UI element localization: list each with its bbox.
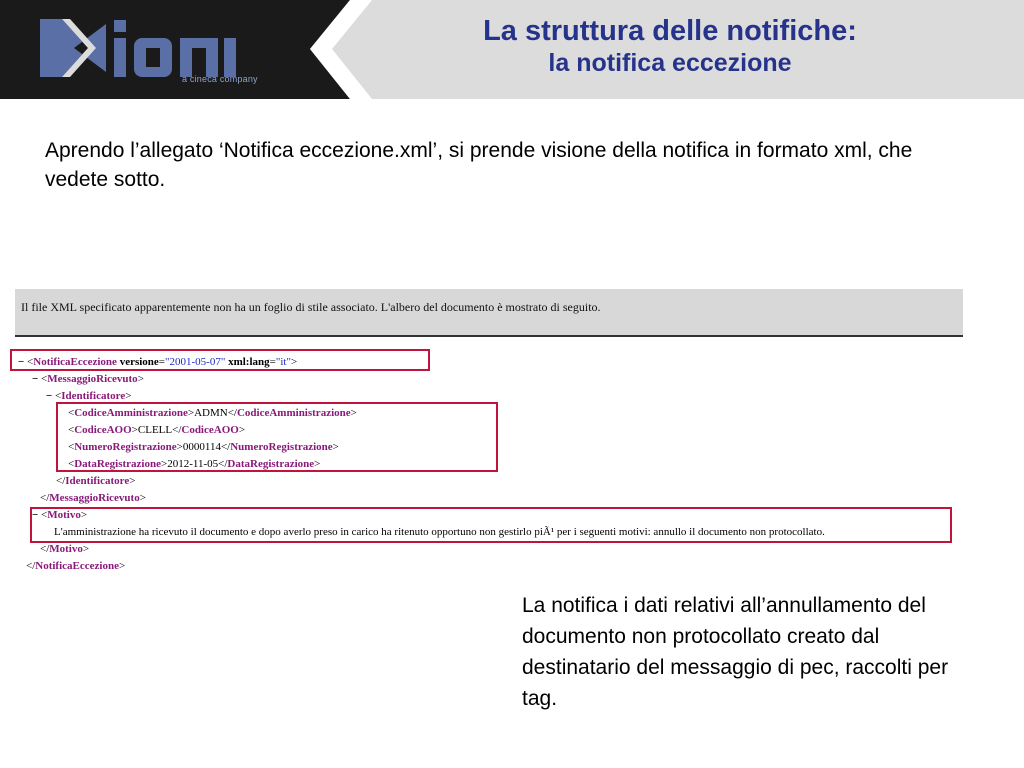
xml-attr-name: versione <box>119 356 159 368</box>
xml-banner-text: Il file XML specificato apparentemente non ha un foglio di stile associato. L'albero del documento è mostrato di seguito. <box>21 300 601 314</box>
xml-identificatore-close: </Identificatore> <box>56 475 136 487</box>
xml-root-open: − <NotificaEccezione versione="2001-05-07" xml:lang="it"> <box>18 356 298 368</box>
xml-text-value: CLELL <box>137 424 173 436</box>
xml-tag: CodiceAmministrazione <box>236 407 351 419</box>
xml-tag: Motivo <box>49 543 83 555</box>
xml-attr-name: xml:lang <box>228 356 270 368</box>
logo-tagline: a cineca company <box>182 74 258 84</box>
xml-identificatore-open: − <Identificatore> <box>46 390 132 402</box>
xml-motivo-close: </Motivo> <box>40 543 90 555</box>
xml-motivo-open: − <Motivo> <box>32 509 88 521</box>
xml-messaggio-close: </MessaggioRicevuto> <box>40 492 146 504</box>
xml-text-value: 2012-11-05 <box>167 458 219 470</box>
title-line-2: la notifica eccezione <box>548 49 792 77</box>
xml-tag: DataRegistrazione <box>74 458 161 470</box>
explanation-note: La notifica i dati relativi all’annullamento del documento non protocollato creato dal destinatario del messaggio di pec, raccolti per tag. <box>522 594 949 710</box>
xml-codice-aoo: <CodiceAOO>CLELL</CodiceAOO> <box>68 424 246 436</box>
xml-text-value: ADMN <box>194 407 228 419</box>
xml-text-value: 0000114 <box>182 441 221 453</box>
xml-messaggio-open: − <MessaggioRicevuto> <box>32 373 144 385</box>
xml-attr-value: "2001-05-07" <box>165 356 226 368</box>
title-line-1: La struttura delle notifiche: <box>483 15 857 47</box>
xml-tag: DataRegistrazione <box>227 458 315 470</box>
collapse-toggle[interactable]: − <box>32 509 39 521</box>
xml-codice-amministrazione: <CodiceAmministrazione>ADMN</CodiceAmministrazione> <box>68 407 357 419</box>
intro-paragraph: Aprendo l’allegato ‘Notifica eccezione.xml’, si prende visione della notifica in formato xml, che vedete sotto. <box>45 139 913 191</box>
xml-tag: MessaggioRicevuto <box>49 492 140 504</box>
highlight-root-element <box>10 349 430 371</box>
collapse-toggle[interactable]: − <box>32 373 39 385</box>
xml-tag: NumeroRegistrazione <box>230 441 333 453</box>
xml-numero-registrazione: <NumeroRegistrazione>0000114</NumeroRegistrazione> <box>68 441 339 453</box>
xml-tag: CodiceAOO <box>74 424 132 436</box>
xml-root-close: </NotificaEccezione> <box>26 560 126 572</box>
xml-motivo-text: L'amministrazione ha ricevuto il documento e dopo averlo preso in carico ha ritenuto opportuno non gestirlo piÃ¹ per i seguenti motivi: annullo il documento non protocollato. <box>54 526 825 538</box>
highlight-motivo <box>30 507 952 543</box>
xml-tag: Motivo <box>47 509 81 521</box>
xml-tag: Identificatore <box>65 475 130 487</box>
xml-tag: NotificaEccezione <box>33 356 117 368</box>
xml-tag: MessaggioRicevuto <box>47 373 138 385</box>
xml-tag: CodiceAOO <box>181 424 239 436</box>
collapse-toggle[interactable]: − <box>46 390 53 402</box>
xml-tag: CodiceAmministrazione <box>74 407 188 419</box>
xml-tag: Identificatore <box>61 390 126 402</box>
xml-data-registrazione: <DataRegistrazione>2012-11-05</DataRegistrazione> <box>68 458 321 470</box>
xml-tag: NotificaEccezione <box>35 560 119 572</box>
xml-attr-value: "it" <box>275 356 291 368</box>
highlight-identificatore <box>56 402 498 472</box>
xml-tag: NumeroRegistrazione <box>74 441 177 453</box>
collapse-toggle[interactable]: − <box>18 356 25 368</box>
